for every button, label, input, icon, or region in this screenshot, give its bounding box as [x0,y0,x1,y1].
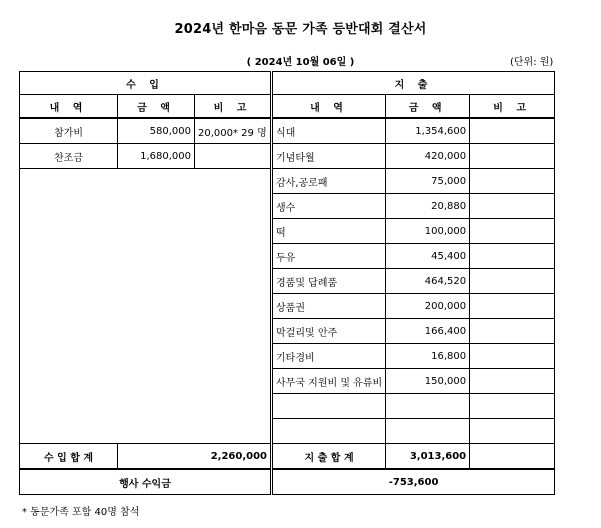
expense-item: 기념타월 [272,144,386,169]
expense-note [470,269,555,294]
expense-note [470,419,555,444]
footnote: * 동문가족 포함 40명 참석 [22,507,140,518]
income-note [195,144,272,169]
expense-item [272,419,386,444]
income-note-header: 비 고 [195,95,272,119]
income-item: 참가비 [20,118,118,144]
expense-amount: 20,880 [386,194,470,219]
income-amount: 1,680,000 [118,144,195,169]
expense-amount [386,419,470,444]
income-amount: 580,000 [118,118,195,144]
expense-item: 떡 [272,219,386,244]
income-amount-header: 금 액 [118,95,195,119]
document-title: 2024년 한마음 동문 가족 등반대회 결산서 [174,22,427,37]
expense-total-note [470,444,555,470]
settlement-table [19,71,555,495]
expense-amount: 166,400 [386,319,470,344]
expense-amount: 464,520 [386,269,470,294]
expense-note [470,169,555,194]
expense-amount: 45,400 [386,244,470,269]
income-item: 찬조금 [20,144,118,169]
expense-amount: 200,000 [386,294,470,319]
expense-total-value: 3,013,600 [386,444,470,470]
expense-note [470,144,555,169]
expense-amount: 100,000 [386,219,470,244]
expense-amount: 420,000 [386,144,470,169]
expense-item: 경품및 답례품 [272,269,386,294]
income-total-value: 2,260,000 [118,444,272,470]
expense-note [470,294,555,319]
expense-item-header: 내 역 [272,95,386,119]
expense-note [470,244,555,269]
expense-item: 기타경비 [272,344,386,369]
expense-item [272,394,386,419]
column-header-row [20,95,555,119]
income-section-header: 수 입 [20,72,272,95]
profit-row [20,469,555,495]
income-blank-area [20,169,272,444]
profit-value: -753,600 [272,469,555,495]
table-row [20,144,555,169]
profit-label: 행사 수익금 [20,469,272,495]
section-header-row [20,72,555,95]
expense-item: 감사,공로패 [272,169,386,194]
expense-note [470,394,555,419]
expense-total-label: 지 출 합 계 [272,444,386,470]
expense-amount: 75,000 [386,169,470,194]
document-date: ( 2024년 10월 06일 ) [246,57,355,68]
expense-amount: 150,000 [386,369,470,394]
table-row [20,169,555,194]
income-total-label: 수 입 합 계 [20,444,118,470]
totals-row [20,444,555,470]
expense-section-header: 지 출 [272,72,555,95]
expense-item: 생수 [272,194,386,219]
expense-item: 상품권 [272,294,386,319]
expense-amount [386,394,470,419]
expense-note [470,344,555,369]
table-row [20,118,555,144]
expense-item: 식대 [272,118,386,144]
expense-note-header: 비 고 [470,95,555,119]
expense-item: 두유 [272,244,386,269]
expense-amount-header: 금 액 [386,95,470,119]
expense-amount: 1,354,600 [386,118,470,144]
expense-note [470,369,555,394]
expense-item: 사무국 지원비 및 유류비 [272,369,386,394]
expense-note [470,319,555,344]
expense-amount: 16,800 [386,344,470,369]
income-item-header: 내 역 [20,95,118,119]
expense-item: 막걸리및 안주 [272,319,386,344]
unit-label: (단위: 원) [510,57,554,68]
income-note: 20,000* 29 명 [195,118,272,144]
expense-note [470,118,555,144]
expense-note [470,194,555,219]
expense-note [470,219,555,244]
